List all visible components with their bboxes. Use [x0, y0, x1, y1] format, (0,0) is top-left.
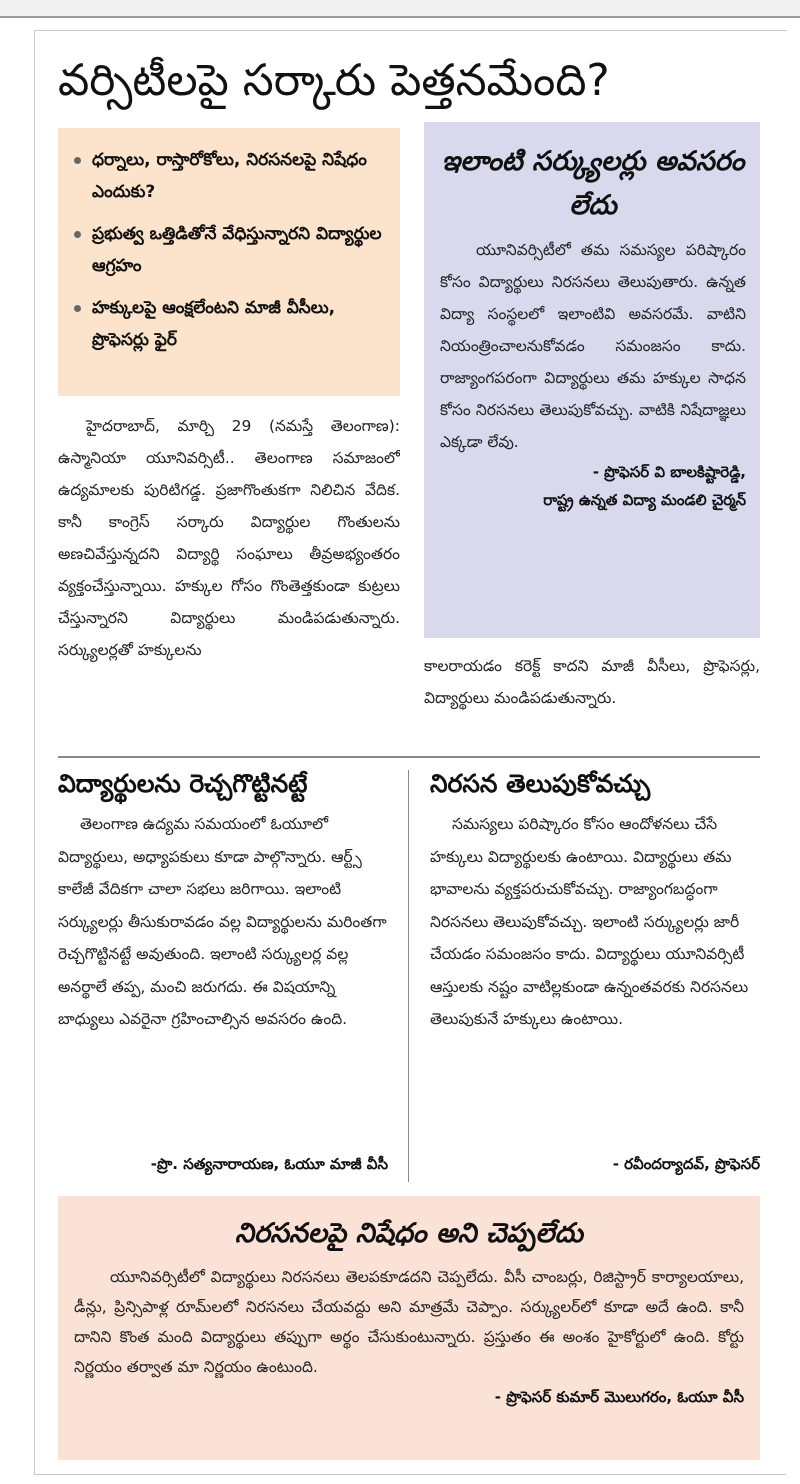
sidebar-attribution: - ప్రొఫెసర్ వి బాలకిష్టారెడ్డి,: [592, 463, 746, 481]
column-left-attribution: -ప్రొ. సత్యనారాయణ, ఓయూ మాజీ వీసీ: [150, 1155, 388, 1173]
column-right-title: నిరసన తెలుపుకోవచ్చు: [430, 769, 651, 798]
column-right-body: సమస్యలు పరిష్కారం కోసం ఆందోళనలు చేసే హక్కులు విద్యార్థులకు ఉంటాయి. విద్యార్థులు తమ భావాలను వ్యక్తపరుచుకోవచ్చు. రాజ్యాంగబద్ధంగా నిరసనలు తెలుపుకోవచ్చు. ఇలాంటి సర్క్యులర్లు జారీ చేయడం సమంజసం కాదు. విద్యార్థులు యూనివర్సిటీ ఆస్తులకు నష్టం వాటిల్లకుండా ఉన్నంతవరకు నిరసనలు తెలుపుకునే హక్కులు ఉంటాయి.: [430, 815, 749, 1028]
sidebar-attribution-role: రాష్ట్ర ఉన్నత విద్యా మండలి చైర్మన్: [543, 491, 746, 509]
highlight-item: ప్రభుత్వ ఒత్తిడితోనే వేధిస్తున్నారని విద్యార్థుల ఆగ్రహం: [72, 218, 390, 282]
vc-statement-attribution: - ప్రొఫెసర్ కుమార్ మొలుగరం, ఓయూ వీసీ: [494, 1388, 744, 1406]
headline: వర్సిటీలపై సర్కారు పెత్తనమేంది?: [58, 55, 610, 106]
vc-statement-box: [58, 1196, 760, 1460]
column-left-body: తెలంగాణ ఉద్యమ సమయంలో ఓయూలో విద్యార్థులు, అధ్యాపకులు కూడా పాల్గొన్నారు. ఆర్ట్స్ కాలేజీ వేదికగా చాలా సభలు జరిగాయి. ఇలాంటి సర్క్యులర్లు తీసుకురావడం వల్ల విద్యార్థులను మరింతగా రెచ్చగొట్టినట్టే అవుతుంది. ఇలాంటి సర్క్యులర్ల వల్ల అనర్థాలే తప్ప, మంచి జరుగదు. ఈ విషయాన్ని బాధ్యులు ఎవరైనా గ్రహించాల్సిన అవసరం ఉంది.: [58, 815, 387, 1028]
column-right-attribution: - రవీందర్యాదవ్, ప్రొఫెసర్: [612, 1155, 760, 1173]
main-article-continuation: కాలరాయడం కరెక్ట్ కాదని మాజీ వీసీలు, ప్రొఫెసర్లు, విద్యార్థులు మండిపడుతున్నారు.: [424, 657, 760, 707]
bottom-border: [34, 1474, 786, 1475]
highlights-box: [58, 128, 400, 396]
column-divider: [408, 770, 409, 1182]
column-left-title: విద్యార్థులను రెచ్చగొట్టినట్టే: [58, 769, 308, 798]
sidebar-title: ఇలాంటి సర్క్యులర్లు అవసరం లేదు: [441, 146, 745, 221]
highlight-item: ధర్నాలు, రాస్తారోకోలు, నిరసనలపై నిషేధం ఎందుకు?: [72, 144, 390, 208]
quote-sidebar: [424, 122, 760, 638]
highlight-item: హక్కులపై ఆంక్షలేంటని మాజీ వీసీలు, ప్రొఫెసర్లు ఫైర్: [72, 292, 390, 356]
vc-statement-title: నిరసనలపై నిషేధం అని చెప్పలేదు: [235, 1218, 583, 1249]
vc-statement-body: యూనివర్సిటీలో విద్యార్థులు నిరసనలు తెలపకూడదని చెప్పలేదు. వీసీ చాంబర్లు, రిజిస్ట్రార్ కార్యాలయాలు, డీన్లు, ప్రిన్సిపాళ్ల రూమ్‌లలో నిరసనలు చేయవద్దు అని మాత్రమే చెప్పాం. సర్క్యులర్‌లో కూడా అదే ఉంది. కానీ దానిని కొంత మంది విద్యార్థులు తప్పుగా అర్థం చేసుకుంటున్నారు. ప్రస్తుతం ఈ అంశం హైకోర్టులో ఉంది. కోర్టు నిర్ణయం తర్వాత మా నిర్ణయం ఉంటుంది.: [74, 1268, 744, 1376]
top-border-band: [0, 0, 800, 18]
main-article-text: హైదరాబాద్, మార్చి 29 (నమస్తే తెలంగాణ): ఉస్మానియా యూనివర్సిటీ.. తెలంగాణ సమాజంలో ఉద్యమాలకు పురిటిగడ్డ. ప్రజాగొంతుకగా నిలిచిన వేదిక. కానీ కాంగ్రెస్ సర్కారు విద్యార్థుల గొంతులను అణచివేస్తున్నదని విద్యార్థి సంఘాలు తీవ్రఅభ్యంతరం వ్యక్తంచేస్తున్నాయి. హక్కుల గోసం గొంతెత్తకుండా కుట్రలు చేస్తున్నారని విద్యార్థులు మండిపడుతున్నారు. సర్క్యులర్లతో హక్కులను: [58, 417, 400, 659]
section-divider: [58, 756, 760, 758]
sidebar-body: యూనివర్సిటీలో తమ సమస్యల పరిష్కారం కోసం విద్యార్థులు నిరసనలు తెలుపుతారు. ఉన్నత విద్యా సంస్థలలో ఇలాంటివి అవసరమే. వాటిని నియంత్రించాలనుకోవడం సమంజసం కాదు. రాజ్యాంగపరంగా విద్యార్థులు తమ హక్కుల సాధన కోసం నిరసనలు తెలుపుకోవచ్చు. వాటికి నిషేదాజ్ఞలు ఎక్కడా లేవు.: [440, 241, 746, 451]
